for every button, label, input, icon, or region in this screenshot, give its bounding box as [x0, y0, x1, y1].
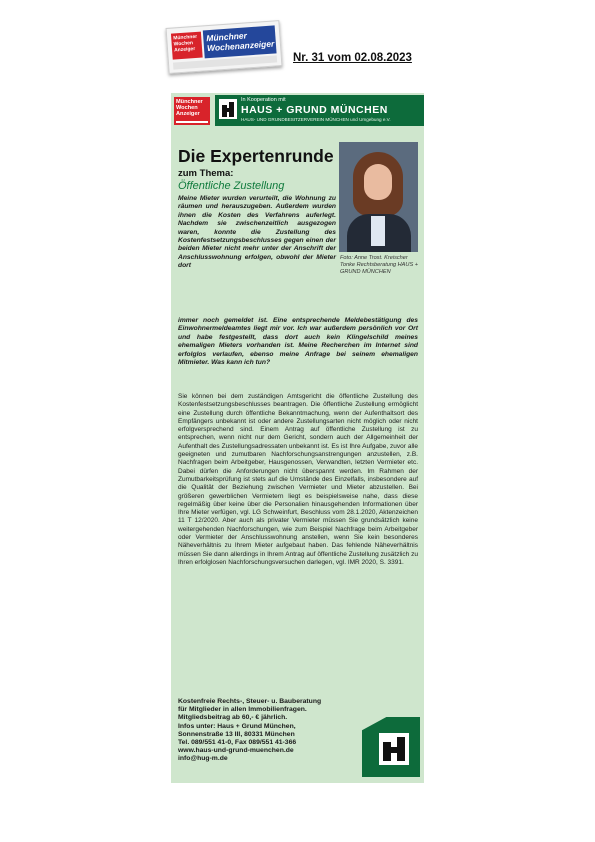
haus-grund-logo-icon: [362, 717, 420, 777]
info-line: Tel. 089/551 41-0, Fax 089/551 41-366: [178, 739, 297, 747]
cooperation-label: In Kooperation mit: [241, 97, 286, 103]
article-title: Die Expertenrunde: [178, 146, 334, 166]
kw-logo-text: Münchner Wochen Anzeiger: [176, 99, 203, 118]
info-line: für Mitglieder in allen Immobilienfragen.: [178, 706, 307, 714]
kw-logo: [174, 97, 210, 125]
website-link[interactable]: www.haus-und-grund-muenchen.de: [178, 747, 294, 755]
house-icon: [219, 99, 237, 119]
answer-body: Sie können bei dem zuständigen Amtsgericht die öffentliche Zustellung des Kostenfestsetzungsbeschlusses beantragen. Die öffentliche Zustellung ermöglicht eine Zustellung durch öffentliche Bekanntmachung, wenn der Aufenthaltsort des Empfängers unbekannt ist oder andere Zustellungsarten nicht möglich oder nicht erfolgversprechend sind. Einem Antrag auf öffentliche Zustellung ist zu entsprechen, wenn nicht nur dem Gericht, sondern auch der Allgemeinheit der Aufenthalt des Zustellungsadressaten unbekannt ist. Es ist Ihre Aufgabe, zuvor alle geeigneten und zumutbaren Nachforschungsanstrengungen anzustellen, z.B. Nachfragen beim Arbeitgeber, Hausgenossen, Verwandten, letzten Vermieter etc. Dabei dürfen die Anforderungen nicht überspannt werden. Im Rahmen der Zumutbarkeitsprüfung ist stets auf die Umstände des Einzelfalls, insbesondere auf die Qualität der Beziehung zwischen Vermieter und Mieter abzustellen. Bei größeren gewerblichen Vermietern liegt es beispielsweise nahe, dass diese regelmäßig über keine über die Personalien hinausgehenden Informationen über Ihre Mieter verfügen, vgl. LG Schweinfurt, Beschluss vom 28.1.2020, Aktenzeichen 11 T 12/2020. Aber auch als privater Vermieter müssen Sie grundsätzlich keine weitergehenden Nachforschungen, wie zum Beispiel Nachfrage beim Arbeitgeber oder Vermieter der Anschlusswohnung anstellen, wenn Sie kein besonderes Näheverhältnis zu Ihrem Mieter aufgebaut haben. Das fehlende Näheverhältnis müssen Sie dann allerdings in Ihrem Antrag auf öffentliche Zustellung zusätzlich zu Ihren erfolglosen Nachforschungsversuchen darlegen, vgl. IMR 2020, S. 3391.: [178, 393, 418, 566]
info-line: Sonnenstraße 13 III, 80331 München: [178, 730, 295, 738]
info-line: Mitgliedsbeitrag ab 60,- € jährlich.: [178, 714, 288, 722]
org-subtitle: HAUS- UND GRUNDBESITZERVEREIN MÜNCHEN und Umgebung e.V.: [241, 117, 391, 122]
photo-caption: Foto: Anne Trost. Kreischer Tonke Rechtsberatung HAUS + GRUND MÜNCHEN: [340, 255, 418, 275]
question-text-full: immer noch gemeldet ist. Eine entsprechende Meldebestätigung des Einwohnermeldeamtes liegt mir vor. Ich war außerdem persönlich vor Ort und habe festgestellt, dass dort auch kein Klingelschild meines ehemaligen Mieters vorhanden ist. Meine Recherchen im Internet sind erfolglos verlaufen, ebenso meine Anfrage bei seinem ehemaligen Mitmieter. Was kann ich tun?: [178, 317, 418, 367]
author-photo: [339, 142, 418, 252]
question-text-column: Meine Mieter wurden verurteilt, die Wohnung zu räumen und herauszugeben. Außerdem wurden ihnen die Kosten des Verfahrens auferlegt. Nachdem sie zwischenzeitlich ausgezogen waren, konnte die Zustellung des Kostenfestsetzungsbeschlusses gegen einen der beiden Mieter nicht mehr unter der Anschrift der Anschlusswohnung erfolgen, obwohl der Mieter dort: [178, 195, 336, 270]
info-line: Kostenfreie Rechts-, Steuer- u. Bauberatung: [178, 698, 322, 705]
info-line: Infos unter: Haus + Grund München,: [178, 722, 296, 730]
email-link[interactable]: info@hug-m.de: [178, 755, 228, 763]
article-subtitle: zum Thema:: [178, 168, 234, 179]
newspaper-logo-blue-block: Münchner Wochenanzeiger: [203, 25, 277, 58]
article-topic: Öffentliche Zustellung: [178, 180, 285, 192]
haus-grund-banner: [215, 95, 424, 126]
newspaper-logo-red-block: [171, 32, 203, 60]
newspaper-logo: [166, 20, 283, 74]
issue-date: Nr. 31 vom 02.08.2023: [293, 52, 412, 64]
org-name: HAUS + GRUND MÜNCHEN: [241, 104, 388, 116]
article-column: [171, 93, 424, 783]
contact-info: [178, 698, 368, 764]
newspaper-logo-red-text: Münchner Wochen Anzeiger: [173, 33, 198, 54]
